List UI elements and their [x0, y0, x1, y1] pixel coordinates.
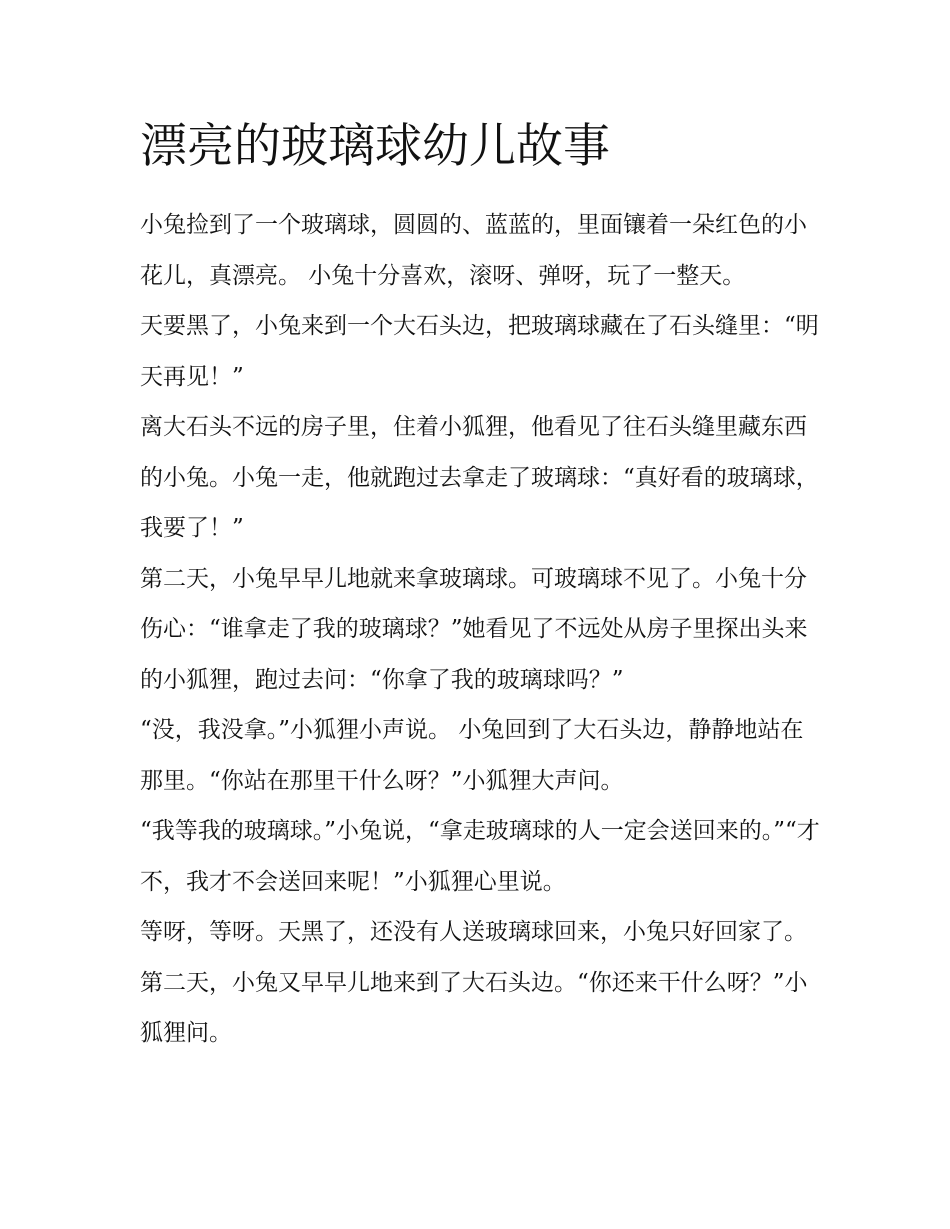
paragraph: 天要黑了，小兔来到一个大石头边，把玻璃球藏在了石头缝里：“明天再见！” — [140, 313, 819, 390]
document-page — [140, 112, 820, 1059]
paragraph: “我等我的玻璃球。”小兔说，“拿走玻璃球的人一定会送回来的。”“才不，我才不会送回来呢！”小狐狸心里说。 — [140, 818, 820, 895]
paragraph: 等呀，等呀。天黑了，还没有人送玻璃球回来，小兔只好回家了。 第二天，小兔又早早儿地来到了大石头边。“你还来干什么呀？”小狐狸问。 — [140, 919, 808, 1046]
paragraph: 小兔捡到了一个玻璃球，圆圆的、蓝蓝的，里面镶着一朵红色的小花儿，真漂亮。 小兔十分喜欢，滚呀、弹呀，玩了一整天。 — [140, 212, 807, 289]
paragraph: 离大石头不远的房子里，住着小狐狸，他看见了往石头缝里藏东西的小兔。小兔一走，他就跑过去拿走了玻璃球：“真好看的玻璃球，我要了！” — [140, 414, 819, 541]
paragraph: 第二天，小兔早早儿地就来拿玻璃球。可玻璃球不见了。小兔十分伤心：“谁拿走了我的玻璃球？”她看见了不远处从房子里探出头来的小狐狸，跑过去问：“你拿了我的玻璃球吗？” — [140, 565, 808, 693]
document-title: 漂亮的玻璃球幼儿故事 — [140, 119, 610, 174]
paragraph: “没，我没拿。”小狐狸小声说。 小兔回到了大石头边，静静地站在那里。“你站在那里干什么呀？”小狐狸大声问。 — [140, 717, 804, 794]
